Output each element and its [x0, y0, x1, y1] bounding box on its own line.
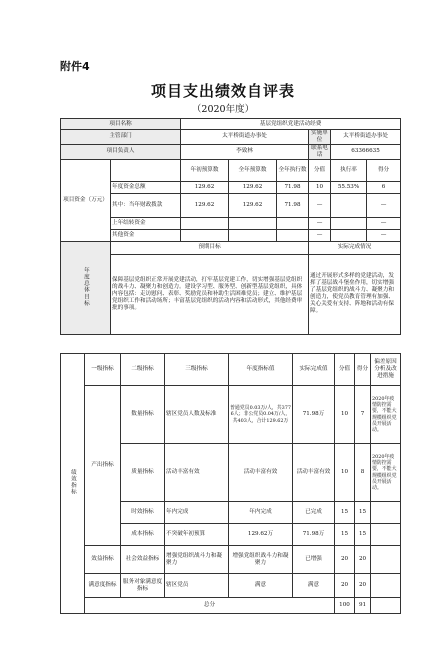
- perf-row-reason: 2020年疫情防控需要，不能大规模组织党员开展活动。: [371, 444, 401, 502]
- perf-row-reason: [371, 524, 401, 546]
- perf-label-text: 绩效指标: [69, 468, 76, 496]
- funds-row-score-value: —: [309, 217, 331, 229]
- perf-row-score: 7: [355, 386, 371, 444]
- perf-row-level3: 辖区党员人数及标准: [165, 386, 229, 444]
- perf-row-score-value: 10: [335, 444, 355, 502]
- perf-header-actual: 实际完成值: [293, 354, 335, 386]
- funds-row-full: 129.62: [229, 193, 277, 217]
- funds-row-score-value: —: [309, 193, 331, 217]
- perf-row-score-value: 10: [335, 386, 355, 444]
- satisfaction-target: 满意: [229, 574, 293, 598]
- funds-header-score-value: 分值: [309, 159, 331, 181]
- project-info-table: [60, 118, 401, 335]
- effect-level1: 效益指标: [85, 546, 121, 574]
- funds-row-rate: [331, 229, 367, 241]
- perf-header-score-value: 分值: [335, 354, 355, 386]
- funds-row-label: 其中：当年财政拨款: [111, 193, 181, 217]
- goals-label: [61, 241, 111, 334]
- document-year: （2020年度）: [191, 104, 255, 115]
- funds-row-score: —: [367, 217, 401, 229]
- satisfaction-score-value: 20: [335, 574, 355, 598]
- document-title: 项目支出绩效自评表: [150, 82, 295, 100]
- funds-header-budget: 年初预算数: [181, 159, 229, 181]
- funds-row-score-value: 10: [309, 181, 331, 193]
- perf-row-level2: 成本指标: [121, 524, 165, 546]
- impl-value: 太平桥街道办事处: [331, 130, 401, 145]
- perf-row-target: 普通党员0.03万/人，共3776人；非公党员0.04万/人，共403人，合计129.62万: [229, 386, 293, 444]
- perf-header-target: 年度指标值: [229, 354, 293, 386]
- satisfaction-level3: 辖区党员: [165, 574, 229, 598]
- funds-row-exec: 71.98: [277, 193, 309, 217]
- funds-header-score: 得分: [367, 159, 401, 181]
- goals-expected-header: 预期目标: [111, 241, 309, 254]
- perf-row-level2: 质量指标: [121, 444, 165, 502]
- perf-row-actual: 活动丰富有效: [293, 444, 335, 502]
- goals-label-text: 年度总体目标: [82, 266, 89, 307]
- attachment-label: 附件4: [60, 60, 90, 73]
- satisfaction-level1: 满意度指标: [85, 574, 121, 598]
- perf-header-reason: 偏差原因分析及改进措施: [371, 354, 401, 386]
- perf-row-score: 15: [355, 502, 371, 524]
- funds-row-score-value: —: [309, 229, 331, 241]
- perf-header-score: 得分: [355, 354, 371, 386]
- funds-row-budget: 129.62: [181, 193, 229, 217]
- perf-row-score: 15: [355, 524, 371, 546]
- effect-actual: 已增强: [293, 546, 335, 574]
- owner-label: 项目负责人: [61, 144, 181, 159]
- perf-row-reason: [371, 502, 401, 524]
- total-label: 总分: [85, 598, 335, 614]
- funds-header-full: 全年预算数: [229, 159, 277, 181]
- funds-row-exec: [277, 217, 309, 229]
- satisfaction-level2: 服务对象满意度指标: [121, 574, 165, 598]
- funds-header-exec: 全年执行数: [277, 159, 309, 181]
- perf-header-level3: 三级指标: [165, 354, 229, 386]
- total-score-value: 100: [335, 598, 355, 614]
- funds-header-rate: 执行率: [331, 159, 367, 181]
- perf-row-score-value: 15: [335, 524, 355, 546]
- satisfaction-reason: [371, 574, 401, 598]
- funds-row-label: 上年结转资金: [111, 217, 181, 229]
- perf-row-level3: 不突破年初预算: [165, 524, 229, 546]
- funds-label: 项目资金（万元）: [61, 159, 111, 241]
- funds-row-score: —: [367, 193, 401, 217]
- perf-row-actual: 已完成: [293, 502, 335, 524]
- effect-level2: 社会效益指标: [121, 546, 165, 574]
- goals-actual-header: 实际完成情况: [309, 241, 401, 254]
- effect-target: 增强党组织战斗力和凝聚力: [229, 546, 293, 574]
- effect-score-value: 20: [335, 546, 355, 574]
- project-name-value: 基层党组织党建活动经费: [181, 119, 401, 130]
- funds-row-full: [229, 217, 277, 229]
- perf-row-target: 129.62万: [229, 524, 293, 546]
- funds-row-rate: 55.53%: [331, 181, 367, 193]
- funds-row-budget: [181, 229, 229, 241]
- performance-table: [60, 353, 401, 614]
- funds-row-label: 其他资金: [111, 229, 181, 241]
- funds-row-budget: 129.62: [181, 181, 229, 193]
- perf-row-level2: 数量指标: [121, 386, 165, 444]
- perf-row-level2: 时效指标: [121, 502, 165, 524]
- project-name-label: 项目名称: [61, 119, 181, 130]
- funds-row-full: 129.62: [229, 181, 277, 193]
- perf-label: [61, 354, 85, 614]
- goals-expected-text: 保障基层党组织正常开展党建活动，打牢基层党建工作，切实增强基层党组织的战斗力、凝聚力和创造力。建设学习型、服务型、创新型基层党组织，具体内容包括：走访慰问、表彰、奖励党员和补助生活困难党员；建立、维护基层党组织工作和活动场所；丰富基层党组织的活动内容和活动形式，其他经费审批的事项。: [111, 254, 309, 334]
- perf-header-level2: 二级指标: [121, 354, 165, 386]
- perf-row-actual: 71.98万: [293, 386, 335, 444]
- funds-row-rate: [331, 193, 367, 217]
- funds-row-rate: [331, 217, 367, 229]
- goals-actual-text: 通过开展形式多样的党建活动，发挥了基层战斗堡垒作用，切实增强了基层党组织的战斗力、凝聚力和创造力，使党员教育管理有加强、关心关爱有支持、阵地和活动有保障。: [309, 254, 401, 334]
- perf-row-reason: 2020年疫情防控需要，不能大规模组织党员开展活动。: [371, 386, 401, 444]
- perf-row-score-value: 15: [335, 502, 355, 524]
- phone-value: 63366635: [331, 144, 401, 159]
- funds-row-exec: [277, 229, 309, 241]
- perf-row-actual: 71.98万: [293, 524, 335, 546]
- perf-row-target: 活动丰富有效: [229, 444, 293, 502]
- satisfaction-score: 20: [355, 574, 371, 598]
- perf-row-level3: 年内完成: [165, 502, 229, 524]
- satisfaction-actual: 满意: [293, 574, 335, 598]
- dept-label: 主管部门: [61, 130, 181, 145]
- dept-value: 太平桥街道办事处: [181, 130, 309, 145]
- output-label: 产出指标: [85, 386, 121, 546]
- funds-row-exec: 71.98: [277, 181, 309, 193]
- effect-level3: 增强党组织战斗力和凝聚力: [165, 546, 229, 574]
- effect-reason: [371, 546, 401, 574]
- owner-value: 李致林: [181, 144, 309, 159]
- perf-row-score: 8: [355, 444, 371, 502]
- perf-header-level1: 一级指标: [85, 354, 121, 386]
- funds-row-label: 年度资金总额: [111, 181, 181, 193]
- funds-row-full: [229, 229, 277, 241]
- total-score: 91: [355, 598, 371, 614]
- funds-row-score: —: [367, 229, 401, 241]
- funds-row-score: 6: [367, 181, 401, 193]
- perf-row-target: 年内完成: [229, 502, 293, 524]
- effect-score: 20: [355, 546, 371, 574]
- perf-row-level3: 活动丰富有效: [165, 444, 229, 502]
- funds-row-budget: [181, 217, 229, 229]
- phone-label: 联系电话: [309, 144, 331, 159]
- impl-label: 实施单位: [309, 130, 331, 145]
